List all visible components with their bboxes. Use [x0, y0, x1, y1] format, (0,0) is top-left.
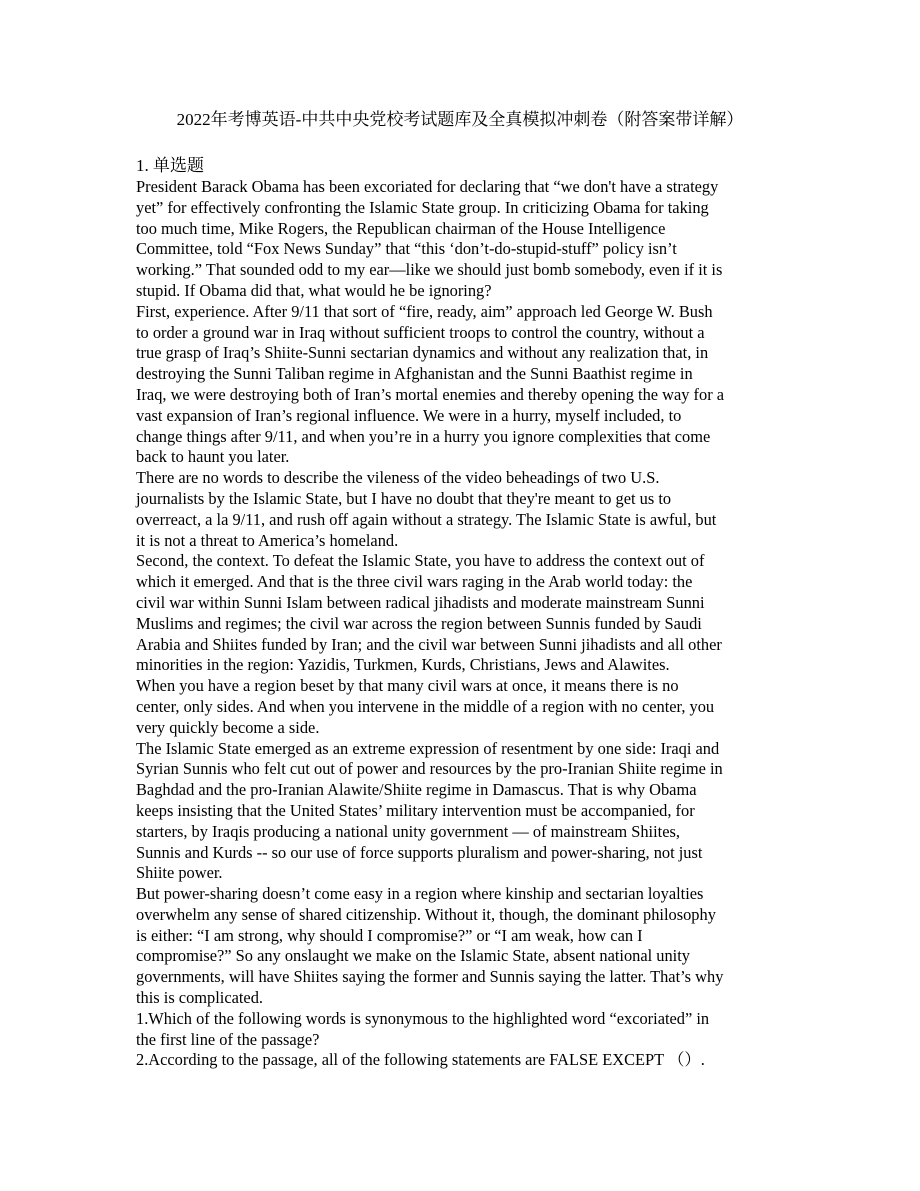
text-line: back to haunt you later.: [136, 447, 290, 467]
text-line: Muslims and regimes; the civil war across the region between Sunnis funded by Saudi: [136, 613, 702, 633]
text-line: compromise?” So any onslaught we make on the Islamic State, absent national unity: [136, 946, 690, 966]
text-line: When you have a region beset by that many civil wars at once, it means there is no: [136, 676, 679, 696]
text-line: civil war within Sunni Islam between radical jihadists and moderate mainstream Sunni: [136, 592, 705, 612]
text-line: keeps insisting that the United States’ military intervention must be accompanied, for: [136, 800, 695, 820]
text-line: President Barack Obama has been excoriated for declaring that “we don't have a strategy: [136, 177, 719, 196]
text-line: Arabia and Shiites funded by Iran; and the civil war between Sunni jihadists and all other: [136, 634, 722, 654]
text-line: minorities in the region: Yazidis, Turkmen, Kurds, Christians, Jews and Alawites.: [136, 655, 670, 675]
text-line: this is complicated.: [136, 988, 264, 1008]
text-line: to order a ground war in Iraq without sufficient troops to control the country, without a: [136, 322, 705, 342]
text-line: it is not a threat to America’s homeland.: [136, 530, 399, 550]
text-line: overreact, a la 9/11, and rush off again without a strategy. The Islamic State is awful, but: [136, 509, 717, 529]
text-line: Syrian Sunnis who felt cut out of power and resources by the pro-Iranian Shiite regime in: [136, 759, 723, 779]
text-line: journalists by the Islamic State, but I have no doubt that they're meant to get us to: [136, 488, 672, 508]
text-line: overwhelm any sense of shared citizenship. Without it, though, the dominant philosophy: [136, 904, 716, 924]
text-line: Committee, told “Fox News Sunday” that “this ‘don’t-do-stupid-stuff” policy isn’t: [136, 239, 677, 259]
text-line: Shiite power.: [136, 863, 223, 883]
text-line: The Islamic State emerged as an extreme expression of resentment by one side: Iraqi and: [136, 738, 720, 758]
text-line: First, experience. After 9/11 that sort of “fire, ready, aim” approach led George W. Bush: [136, 301, 713, 321]
text-line: vast expansion of Iran’s regional influence. We were in a hurry, myself included, to: [136, 405, 682, 425]
text-line: working.” That sounded odd to my ear—like we should just bomb somebody, even if it is: [136, 260, 723, 280]
text-line: which it emerged. And that is the three civil wars raging in the Arab world today: the: [136, 572, 693, 592]
text-line: true grasp of Iraq’s Shiite-Sunni sectarian dynamics and without any realization that, in: [136, 343, 709, 363]
document-title: 2022年考博英语-中共中央党校考试题库及全真模拟冲刺卷（附答案带详解）: [176, 110, 744, 129]
text-line: governments, will have Shiites saying the former and Sunnis saying the latter. That’s why: [136, 967, 724, 987]
text-line: Baghdad and the pro-Iranian Alawite/Shiite regime in Damascus. That is why Obama: [136, 780, 697, 800]
section-heading: 1. 单选题: [136, 156, 204, 175]
text-line: yet” for effectively confronting the Islamic State group. In criticizing Obama for taking: [136, 197, 709, 217]
text-line: very quickly become a side.: [136, 717, 320, 737]
passage-body: [136, 177, 796, 1071]
text-line: Second, the context. To defeat the Islamic State, you have to address the context out of: [136, 551, 705, 571]
text-line: is either: “I am strong, why should I compromise?” or “I am weak, how can I: [136, 925, 643, 945]
text-line: the first line of the passage?: [136, 1029, 320, 1049]
text-line: center, only sides. And when you intervene in the middle of a region with no center, you: [136, 696, 715, 716]
text-line: change things after 9/11, and when you’re in a hurry you ignore complexities that come: [136, 426, 711, 446]
text-line: 1.Which of the following words is synonymous to the highlighted word “excoriated” in: [136, 1008, 710, 1028]
text-line: too much time, Mike Rogers, the Republican chairman of the House Intelligence: [136, 218, 666, 238]
text-line: destroying the Sunni Taliban regime in Afghanistan and the Sunni Baathist regime in: [136, 364, 693, 384]
text-line: But power-sharing doesn’t come easy in a region where kinship and sectarian loyalties: [136, 884, 704, 904]
text-line: 2.According to the passage, all of the following statements are FALSE EXCEPT （）.: [136, 1050, 705, 1070]
text-line: There are no words to describe the vileness of the video beheadings of two U.S.: [136, 468, 660, 488]
text-line: stupid. If Obama did that, what would he be ignoring?: [136, 280, 492, 300]
text-line: Sunnis and Kurds -- so our use of force supports pluralism and power-sharing, not just: [136, 842, 703, 862]
text-line: Iraq, we were destroying both of Iran’s mortal enemies and thereby opening the way for a: [136, 384, 725, 404]
text-line: starters, by Iraqis producing a national unity government — of mainstream Shiites,: [136, 821, 680, 841]
